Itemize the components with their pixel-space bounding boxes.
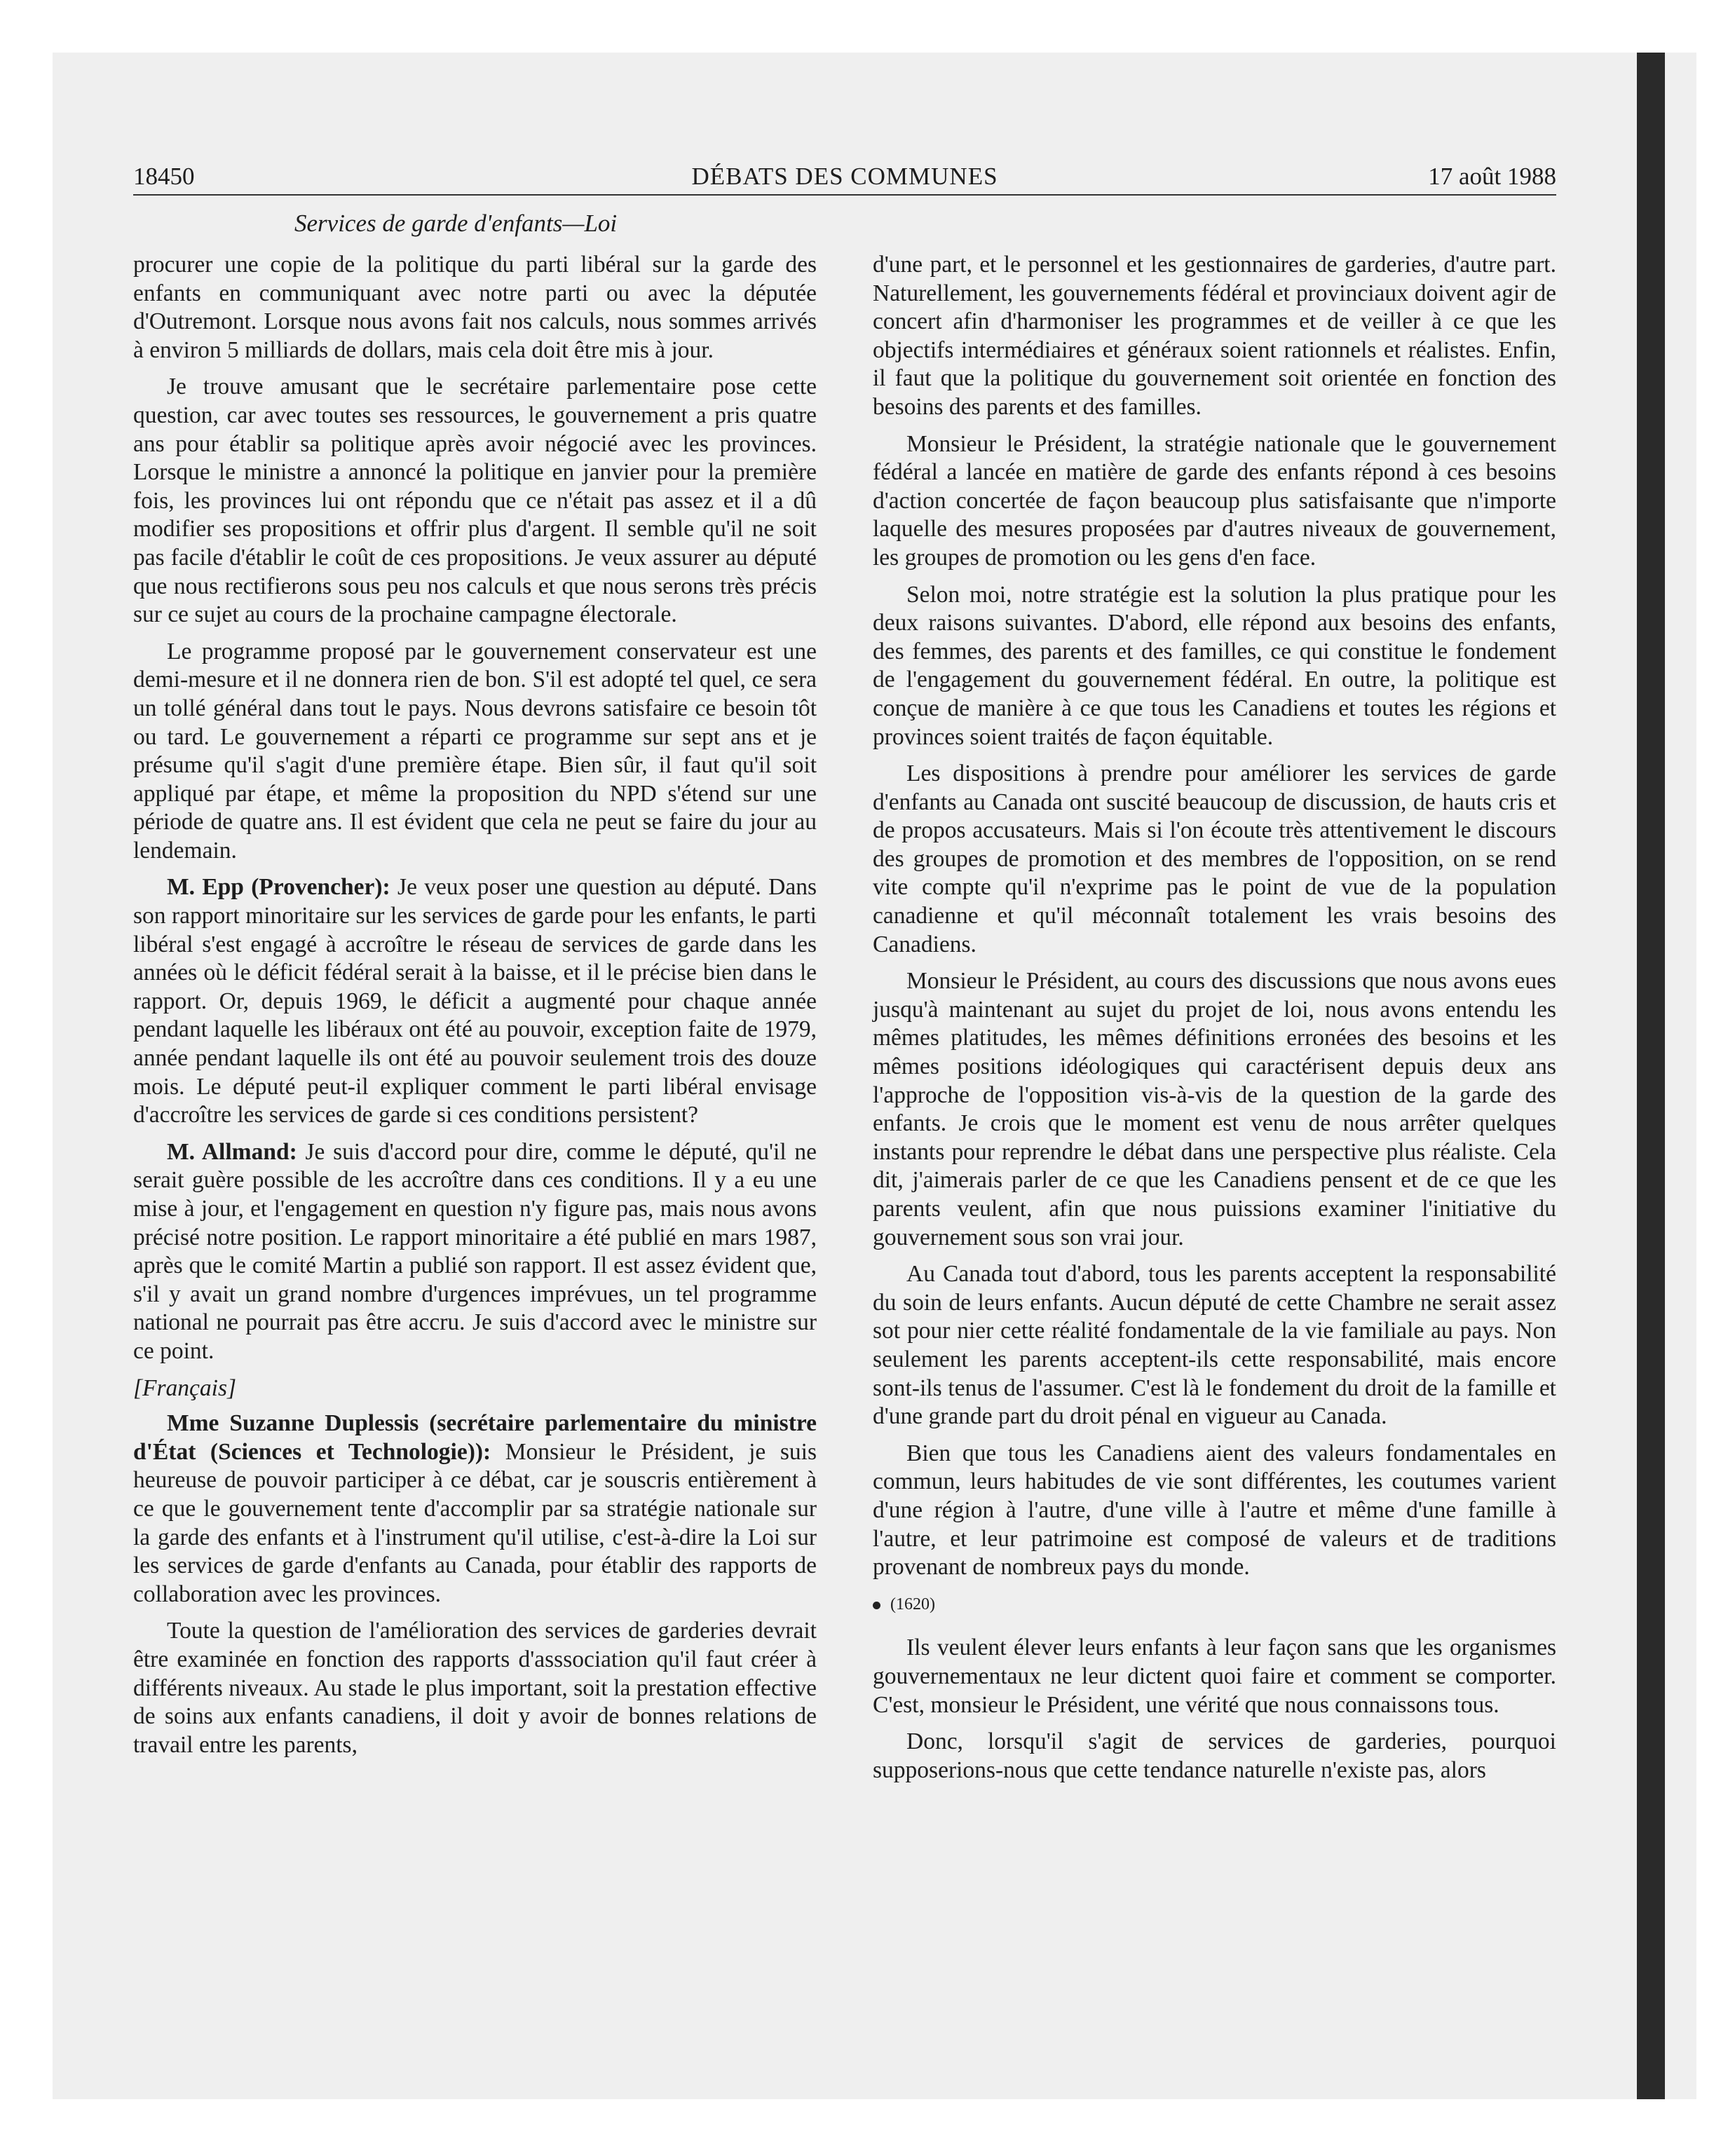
paragraph: Les dispositions à prendre pour améliorer les services de garde d'enfants au Canada ont suscité beaucoup de discussion, de hauts cris et de propos accusateurs. Mais si l'on écoute très attentivement le discours des groupes de promotion et des membres de l'opposition, on se rend vite compte qu'il n'exprime pas le point de vue de la population canadienne et qu'il méconnaît totalement les vrais besoins des Canadiens. bbox=[873, 760, 1556, 957]
paragraph: Monsieur le Président, la stratégie nationale que le gouvernement fédéral a lancée en matière de garde des enfants répond à ces besoins d'action concertée de façon beaucoup plus satisfaisante que n'importe laquelle des mesures proposées par d'autres niveaux de gouvernement, les groupes de promotion ou les gens d'en face. bbox=[873, 430, 1556, 571]
page-number: 18450 bbox=[133, 163, 195, 190]
journal-title: DÉBATS DES COMMUNES bbox=[691, 163, 998, 190]
paragraph: M. Allmand: Je suis d'accord pour dire, comme le député, qu'il ne serait guère possible de les accroître dans ces conditions. Il y a eu une mise à jour, et l'engagement en question n'y figure pas, mais nous avons précisé notre position. Le rapport minoritaire a été publié en mars 1987, après que le comité Martin a publié son rapport. Il est assez évident que, s'il y avait un grand nombre d'urgences imprévues, un tel programme national ne pourrait pas être accru. Je suis d'accord avec le ministre sur ce point. bbox=[133, 1138, 817, 1364]
paragraph: M. Epp (Provencher): Je veux poser une question au député. Dans son rapport minoritaire sur les services de garde pour les enfants, le parti libéral s'est engagé à accroître le réseau de services de garde dans les années où le déficit fédéral serait à la baisse, et il le précise bien dans le rapport. Or, depuis 1969, le déficit a augmenté pour chaque année pendant laquelle les libéraux ont été au pouvoir, exception faite de 1979, année pendant laquelle ils ont été au pouvoir seulement trois des douze mois. Le député peut-il expliquer comment le parti libéral envisage d'accroître les services de garde si ces conditions persistent? bbox=[133, 874, 817, 1128]
paragraph: Bien que tous les Canadiens aient des valeurs fondamentales en commun, leurs habitudes de vie sont différentes, les coutumes varient d'une région à l'autre, d'une ville à l'autre et même d'une famille à l'autre, et leur patrimoine est composé de valeurs et de traditions provenant de nombreux pays du monde. bbox=[873, 1440, 1556, 1581]
time-marker: (1620) bbox=[873, 1590, 1556, 1619]
paragraph: Donc, lorsqu'il s'agit de services de garderies, pourquoi supposerions-nous que cette tendance naturelle n'existe pas, alors bbox=[873, 1728, 1556, 1783]
paragraph: Monsieur le Président, au cours des discussions que nous avons eues jusqu'à maintenant au sujet du projet de loi, nous avons entendu les mêmes platitudes, les mêmes définitions erronées des besoins et les mêmes positions idéologiques qui caractérisent depuis deux ans l'approche de l'opposition vis-à-vis de la question de la garde des enfants. Je crois que le moment est venu de nous arrêter quelques instants pour reprendre le débat dans une perspective plus réaliste. Cela dit, j'aimerais parler de ce que les Canadiens pensent et de ce que les parents veulent, afin que nous puissions examiner l'initiative du gouvernement sous son vrai jour. bbox=[873, 968, 1556, 1250]
paragraph: Au Canada tout d'abord, tous les parents acceptent la responsabilité du soin de leurs enfants. Aucun député de cette Chambre ne serait assez sot pour nier cette réalité fondamentale de la vie familiale au pays. Non seulement les parents acceptent-ils cette responsabilité, mais encore sont-ils tenus de l'assumer. C'est là le fondement du droit de la famille et d'une grande part du droit pénal en vigueur au Canada. bbox=[873, 1261, 1556, 1430]
page-header bbox=[133, 160, 1556, 193]
language-marker: [Français] bbox=[133, 1374, 237, 1401]
running-title: Services de garde d'enfants—Loi bbox=[294, 210, 618, 237]
issue-date: 17 août 1988 bbox=[1428, 163, 1556, 190]
paragraph: Ils veulent élever leurs enfants à leur façon sans que les organismes gouvernementaux ne leur dictent quoi faire et comment se comporter. C'est, monsieur le Président, une vérité que nous connaissons tous. bbox=[873, 1635, 1556, 1718]
header-rule bbox=[133, 194, 1556, 196]
binding-edge bbox=[1637, 53, 1665, 2099]
paragraph: Mme Suzanne Duplessis (secrétaire parlementaire du ministre d'État (Sciences et Technologie)): Monsieur le Président, je suis heureuse de pouvoir participer à ce débat, car je souscris entièrement à ce que le gouvernement tente d'accomplir par sa stratégie nationale sur la garde des enfants et à l'instrument qu'il utilise, c'est-à-dire la Loi sur les services de garde d'enfants au Canada, pour établir des rapports de collaboration avec les provinces. bbox=[133, 1410, 817, 1607]
left-column bbox=[133, 251, 817, 1768]
paragraph: Toute la question de l'amélioration des services de garderies devrait être examinée en fonction des rapports d'asssociation qu'il faut créer à différents niveaux. Au stade le plus important, soit la prestation effective de soins aux enfants canadiens, il doit y avoir de bonnes relations de travail entre les parents, bbox=[133, 1618, 817, 1758]
paragraph: d'une part, et le personnel et les gestionnaires de garderies, d'autre part. Naturellement, les gouvernements fédéral et provinciaux doivent agir de concert afin d'harmoniser les programmes et de veiller à ce que les objectifs intermédiaires et généraux soient rationnels et réalistes. Enfin, il faut que la politique du gouvernement soit orientée en fonction des besoins des parents et des familles. bbox=[873, 252, 1556, 420]
right-column bbox=[873, 251, 1556, 1793]
bullet-dot-icon bbox=[873, 1602, 880, 1609]
speaker-name: M. Epp (Provencher): bbox=[167, 874, 390, 901]
paragraph: Je trouve amusant que le secrétaire parlementaire pose cette question, car avec toutes ses ressources, le gouvernement a pris quatre ans pour établir sa politique après avoir négocié avec les provinces. Lorsque le ministre a annoncé la politique en janvier pour la première fois, les provinces lui ont répondu que ce n'était pas assez et il a dû modifier ses propositions et offrir plus d'argent. Il semble qu'il ne soit pas facile d'établir le coût de ces propositions. Je veux assurer au député que nous rectifierons sous peu nos calculs et que nous serons très précis sur ce sujet au cours de la prochaine campagne électorale. bbox=[133, 374, 817, 628]
paragraph: Selon moi, notre stratégie est la solution la plus pratique pour les deux raisons suivantes. D'abord, elle répond aux besoins des enfants, des femmes, des parents et des familles, ce qui constitue le fondement de l'engagement du gouvernement fédéral. En outre, la politique est conçue de manière à ce que tous les Canadiens et toutes les régions et provinces soient traités de façon équitable. bbox=[873, 581, 1556, 750]
speaker-name: Mme Suzanne Duplessis (secrétaire parlementaire du ministre d'État (Sciences et Technologie)): bbox=[133, 1410, 817, 1465]
paragraph: procurer une copie de la politique du parti libéral sur la garde des enfants en communiquant avec notre parti ou avec la députée d'Outremont. Lorsque nous avons fait nos calculs, nous sommes arrivés à environ 5 milliards de dollars, mais cela doit être mis à jour. bbox=[133, 252, 817, 363]
speaker-name: M. Allmand: bbox=[167, 1138, 297, 1165]
paragraph: Le programme proposé par le gouvernement conservateur est une demi-mesure et il ne donnera rien de bon. S'il est adopté tel quel, ce sera un tollé général dans tout le pays. Nous devrons satisfaire ce besoin tôt ou tard. Le gouvernement a réparti ce programme sur sept ans et je présume qu'il s'agit d'une première étape. Bien sûr, il faut qu'il soit appliqué par étape, et même la proposition du NPD s'étend sur une période de quatre ans. Il est évident que cela ne peut se faire du jour au lendemain. bbox=[133, 638, 817, 864]
